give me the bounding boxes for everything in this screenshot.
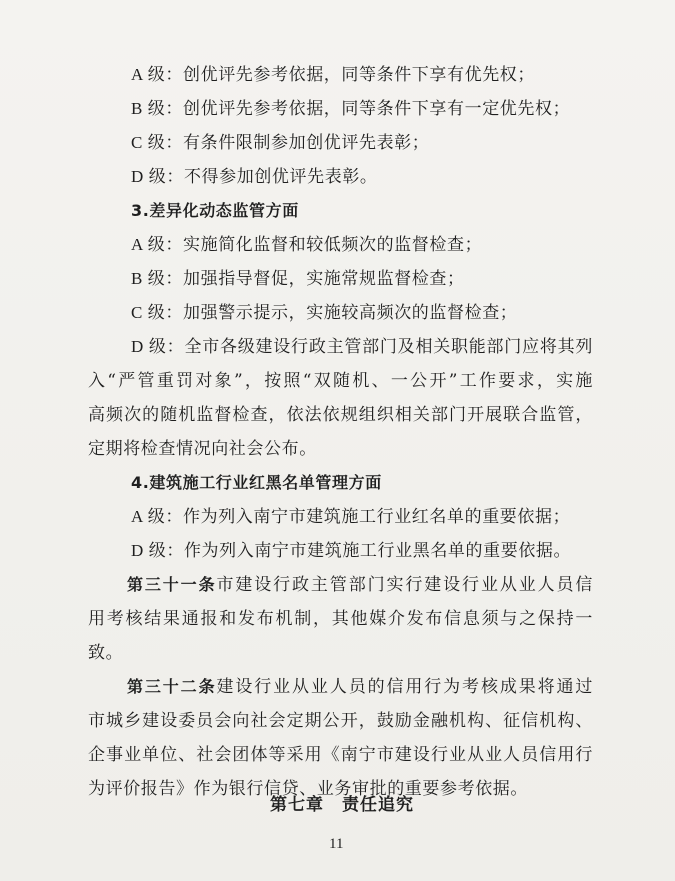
grade-line-a xyxy=(131,506,570,528)
grade-label: A 级： xyxy=(131,507,183,526)
grade-text: 创优评先参考依据，同等条件下享有优先权； xyxy=(183,65,535,85)
chapter-heading: 第七章 责任追究 xyxy=(270,795,414,815)
article-text: 建设行业从业人员的信用行为考核成果将通过 xyxy=(216,677,593,697)
paragraph-line: 定期将检查情况向社会公布。 xyxy=(88,439,317,459)
paragraph-line: 高频次的随机监督检查，依法依规组织相关部门开展联合监管， xyxy=(88,405,593,425)
grade-label: D 级： xyxy=(131,541,184,560)
grade-label: D 级： xyxy=(131,167,184,186)
grade-line-a xyxy=(131,64,535,86)
section-heading-4: 4.建筑施工行业红黑名单管理方面 xyxy=(131,473,382,492)
grade-line-b xyxy=(131,268,465,290)
section-heading-3: 3.差异化动态监管方面 xyxy=(131,201,299,220)
paragraph-line: 入“严管重罚对象”，按照“双随机、一公开”工作要求，实施 xyxy=(88,371,593,391)
paragraph-line: 为评价报告》作为银行信贷、业务审批的重要参考依据。 xyxy=(88,779,528,799)
grade-label: A 级： xyxy=(131,65,183,84)
grade-text: 全市各级建设行政主管部门及相关职能部门应将其列 xyxy=(184,337,593,357)
grade-label: B 级： xyxy=(131,99,183,118)
article-text: 市建设行政主管部门实行建设行业从业人员信 xyxy=(216,575,593,595)
grade-line-c xyxy=(131,132,429,154)
grade-line-d xyxy=(131,336,593,358)
grade-text: 作为列入南宁市建筑施工行业红名单的重要依据； xyxy=(183,507,571,527)
paragraph-line: 致。 xyxy=(88,643,124,663)
paragraph-line: 市城乡建设委员会向社会定期公开，鼓励金融机构、征信机构、 xyxy=(88,711,593,731)
article-title: 第三十二条 xyxy=(127,677,217,696)
grade-line-c xyxy=(131,302,517,324)
grade-text: 有条件限制参加创优评先表彰； xyxy=(183,133,430,153)
paragraph-line: 用考核结果通报和发布机制，其他媒介发布信息须与之保持一 xyxy=(88,609,593,629)
grade-text: 不得参加创优评先表彰。 xyxy=(183,167,378,187)
article-31-line xyxy=(127,574,593,596)
grade-text: 实施简化监督和较低频次的监督检查； xyxy=(183,235,483,255)
grade-text: 加强警示提示，实施较高频次的监督检查； xyxy=(183,303,518,323)
grade-line-b xyxy=(131,98,570,120)
grade-line-d xyxy=(131,166,378,188)
grade-text: 加强指导督促，实施常规监督检查； xyxy=(183,269,465,289)
grade-text: 作为列入南宁市建筑施工行业黑名单的重要依据。 xyxy=(183,541,572,561)
article-title: 第三十一条 xyxy=(127,575,217,594)
paragraph-line: 企事业单位、社会团体等采用《南宁市建设行业从业人员信用行 xyxy=(88,745,593,765)
grade-label: C 级： xyxy=(131,303,183,322)
grade-line-d xyxy=(131,540,571,562)
grade-label: A 级： xyxy=(131,235,183,254)
grade-label: B 级： xyxy=(131,269,183,288)
grade-line-a xyxy=(131,234,482,256)
grade-label: C 级： xyxy=(131,133,183,152)
grade-text: 创优评先参考依据，同等条件下享有一定优先权； xyxy=(183,99,571,119)
grade-label: D 级： xyxy=(131,337,185,356)
article-32-line xyxy=(127,676,593,698)
page-number: 11 xyxy=(329,836,344,852)
